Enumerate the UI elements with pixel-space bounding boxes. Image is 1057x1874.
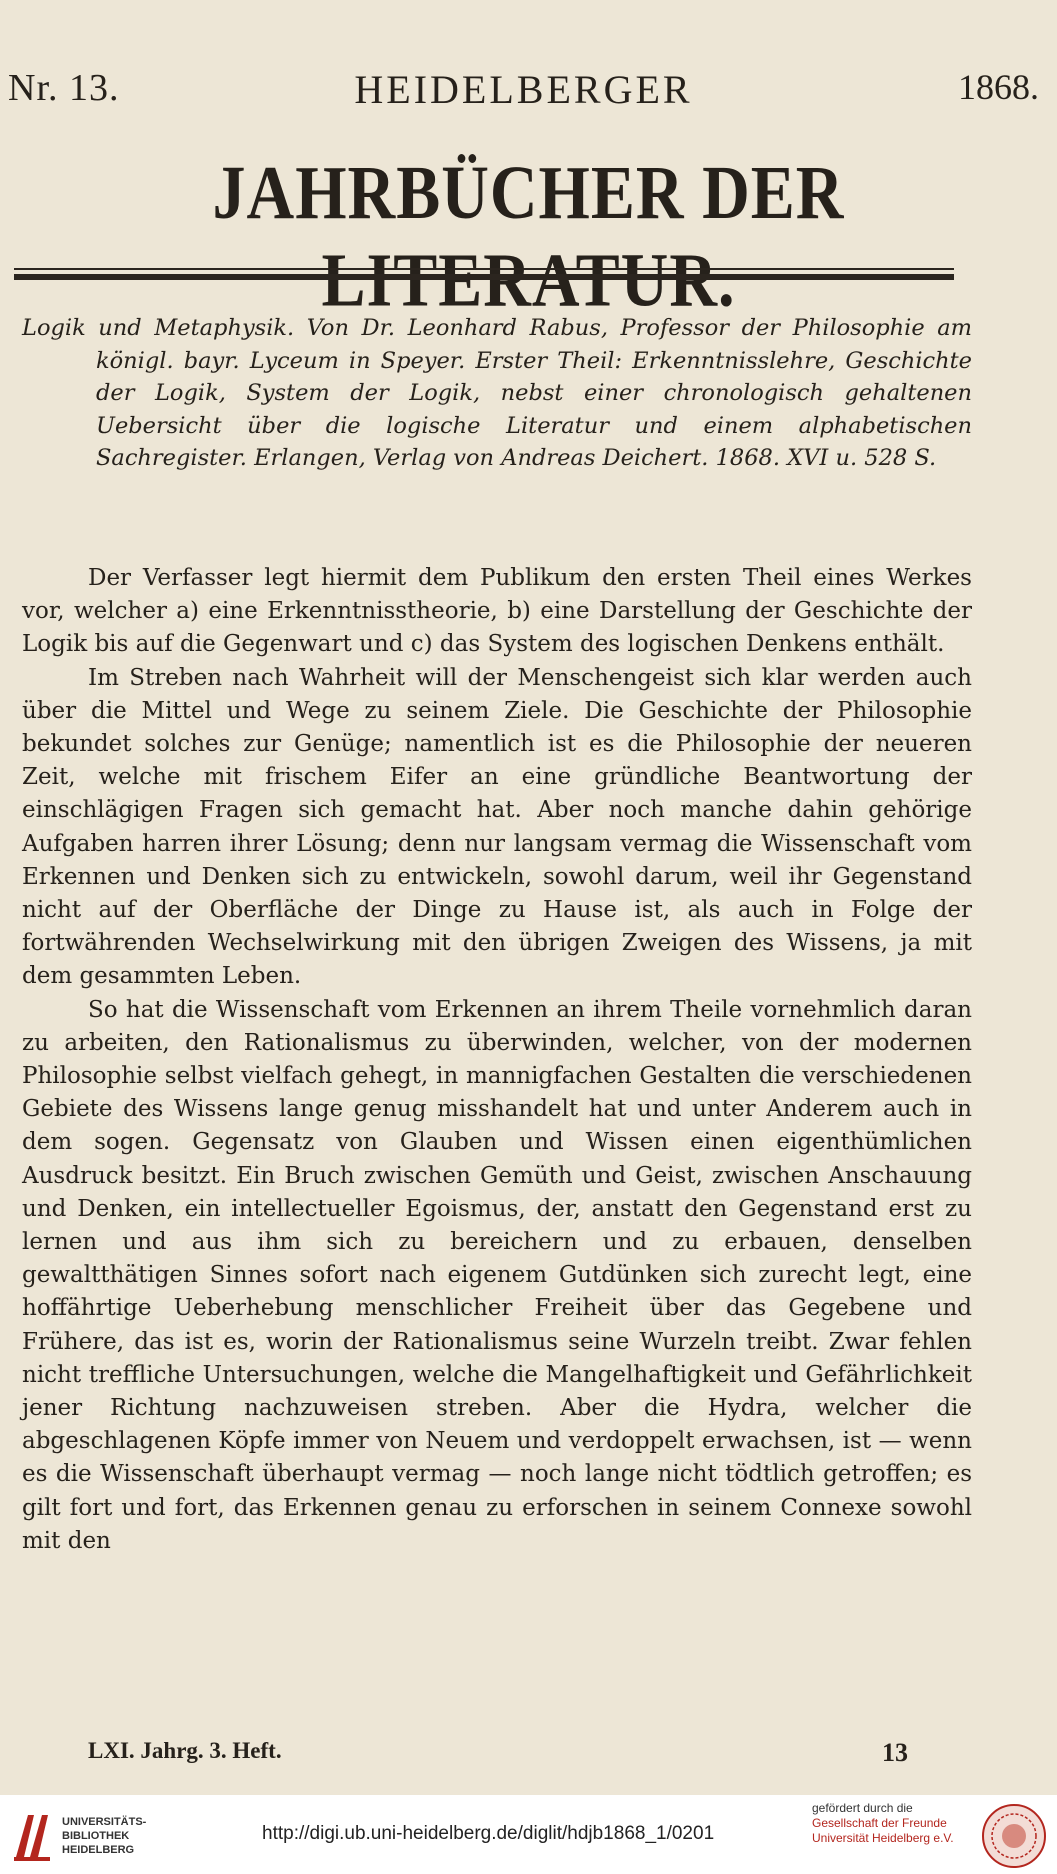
digitization-bar — [0, 1795, 1057, 1874]
paragraph-2: Im Streben nach Wahrheit will der Menschengeist sich klar werden auch über die Mittel und Wege zu seinem Ziele. Die Geschichte der Philosophie bekundet solches zur Genüge; namentlich ist es die Philosophie der neueren Zeit, welche mit frischem Eifer an eine gründliche Beantwortung der einschlägigen Fragen sich gemacht hat. Aber noch manche dahin gehörige Aufgaben harren ihrer Lösung; denn nur langsam vermag die Wissenschaft vom Erkennen und Denken sich zu entwickeln, sowohl darum, weil ihr Gegenstand nicht auf der Oberfläche der Dinge zu Hause ist, als auch in Folge der fortwährenden Wechselwirkung mit den übrigen Zweigen des Wissens, ja mit dem gesammten Leben. — [22, 664, 972, 990]
funding-note: gefördert durch die Gesellschaft der Freunde Universität Heidelberg e.V. — [812, 1801, 954, 1845]
library-logo-icon[interactable] — [10, 1807, 70, 1863]
paragraph-1: Der Verfasser legt hiermit dem Publikum den ersten Theil eines Werkes vor, welcher a) eine Erkenntnisstheorie, b) eine Darstellung der Geschichte der Logik bis auf die Gegenwart und c) das System des logischen Denkens enthält. — [22, 565, 972, 658]
paragraph-3: So hat die Wissenschaft vom Erkennen an ihrem Theile vornehmlich daran zu arbeiten, den Rationalismus zu überwinden, welcher, von der modernen Philosophie selbst vielfach gehegt, in mannigfachen Gestalten die verschiedenen Gebiete des Wissens lange genug misshandelt hat und unter Anderem auch in dem sogen. Gegensatz von Glauben und Wissen einen eigenthümlichen Ausdruck besitzt. Ein Bruch zwischen Gemüth und Geist, zwischen Anschauung und Denken, ein intellectueller Egoismus, der, anstatt den Gegenstand erst zu lernen und aus ihm sich zu bereichern und zu erbauen, denselben gewaltthätigen Sinnes sofort nach eigenem Gutdünken sich zurecht legt, eine hoffährtige Ueberhebung menschlicher Freiheit über das Gegebene und Frühere, das ist es, worin der Rationalismus seine Wurzeln treibt. Zwar fehlen nicht treffliche Untersuchungen, welche die Mangelhaftigkeit und Gefährlichkeit jener Richtung nachzuweisen streben. Aber die Hydra, welcher die abgeschlagenen Köpfe immer von Neuem und verdoppelt erwachsen, ist — wenn es die Wissenschaft überhaupt vermag — noch lange nicht tödtlich getroffen; es gilt fort und fort, das Erkennen genau zu erforschen in seinem Connexe sowohl mit den — [22, 996, 972, 1554]
page-footer — [88, 1738, 908, 1774]
issue-year: 1868. — [958, 67, 1039, 107]
issue-number: Nr. 13. — [8, 67, 120, 109]
article-body — [22, 562, 972, 1558]
permalink-url[interactable]: http://digi.ub.uni-heidelberg.de/diglit/hdjb1868_1/0201 — [262, 1823, 715, 1844]
masthead-title: JAHRBÜCHER DER LITERATUR. — [212, 151, 845, 323]
book-citation-block — [22, 312, 972, 475]
library-name: UNIVERSITÄTS- BIBLIOTHEK HEIDELBERG — [62, 1816, 147, 1856]
running-title: HEIDELBERGER — [354, 67, 693, 112]
signature-mark: LXI. Jahrg. 3. Heft. — [88, 1738, 282, 1763]
society-link[interactable]: Gesellschaft der Freunde — [812, 1816, 947, 1830]
book-citation: Logik und Metaphysik. Von Dr. Leonhard Rabus, Professor der Philosophie am königl. bayr. Lyceum in Speyer. Erster Theil: Erkenntnisslehre, Geschichte der Logik, System der Logik, nebst einer chronologisch gehaltenen Uebersicht über die logische Literatur und einem alphabetischen Sachregister. Erlangen, Verlag von Andreas Deichert. 1868. XVI u. 528 S. — [22, 315, 972, 471]
sheet-number: 13 — [882, 1738, 908, 1767]
university-seal-icon — [981, 1803, 1047, 1869]
header-rule — [14, 268, 954, 280]
running-header — [8, 66, 1039, 116]
